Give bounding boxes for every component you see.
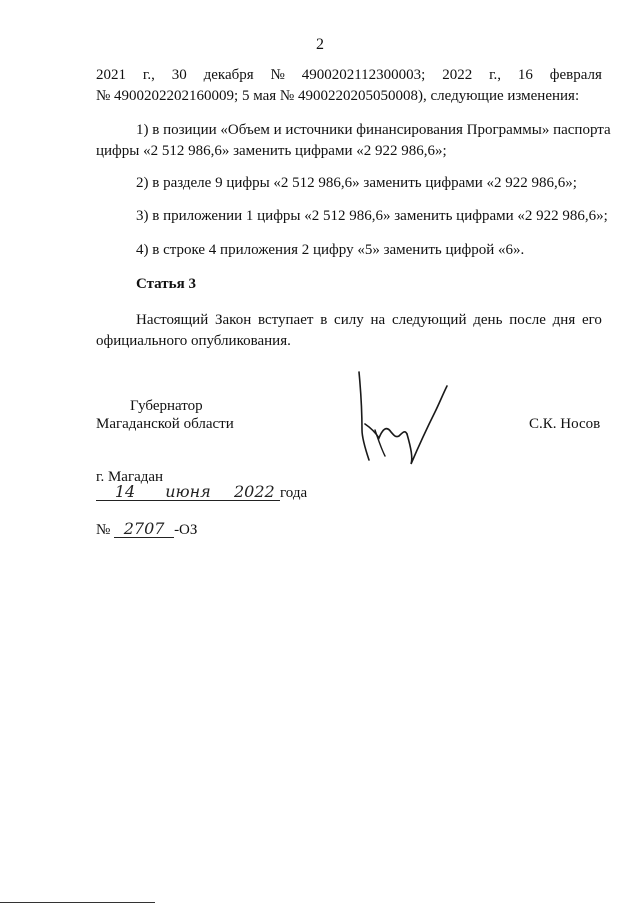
word: 2021 [96, 67, 126, 83]
law-number-line [96, 521, 197, 539]
intro-line-2: № 4900202202160009; 5 мая № 4900220205050008), следующие изменения: [96, 88, 580, 104]
article-text-line-2: официального опубликования. [96, 333, 291, 349]
word: его [581, 312, 602, 328]
word: день [473, 312, 503, 328]
word: дня [552, 312, 576, 328]
word: Закон [215, 312, 252, 328]
word: 30 [171, 67, 187, 83]
word: № [270, 67, 285, 83]
item-2: 2) в разделе 9 цифры «2 512 986,6» заменить цифрами «2 922 986,6»; [136, 175, 577, 191]
word: г., [489, 67, 502, 83]
word: вступает [258, 312, 314, 328]
date-day: 14 [96, 484, 154, 501]
item-1-line-1: 1) в позиции «Объем и источники финансирования Программы» паспорта [136, 122, 611, 138]
page-number: 2 [316, 36, 324, 53]
item-1-line-2: цифры «2 512 986,6» заменить цифрами «2 922 986,6»; [96, 143, 447, 159]
word: после [509, 312, 546, 328]
footer-rule [0, 902, 155, 903]
word: февраля [549, 67, 602, 83]
word: Настоящий [136, 312, 209, 328]
intro-line-1 [96, 64, 602, 86]
item-4: 4) в строке 4 приложения 2 цифру «5» заменить цифрой «6». [136, 242, 525, 258]
item-3: 3) в приложении 1 цифры «2 512 986,6» заменить цифрами «2 922 986,6»; [136, 208, 608, 224]
law-number: 2707 [114, 521, 174, 538]
city: г. Магадан [96, 469, 164, 485]
signer-name: С.К. Носов [529, 416, 601, 432]
word: на [370, 312, 386, 328]
date-month: июня [154, 484, 222, 501]
year-suffix: года [280, 485, 308, 501]
word: силу [334, 312, 364, 328]
date-line [96, 484, 307, 502]
article-text-line-1 [136, 309, 602, 331]
article-title: Статья 3 [136, 276, 196, 292]
word: 4900202112300003; [301, 67, 426, 83]
word: в [320, 312, 328, 328]
number-suffix: -ОЗ [174, 522, 198, 538]
number-sign: № [96, 522, 111, 538]
handwritten-signature [345, 368, 455, 468]
word: 16 [517, 67, 533, 83]
date-year: 2022 [222, 484, 280, 501]
signer-position-line-2: Магаданской области [96, 416, 234, 432]
word: г., [142, 67, 155, 83]
signer-position-line-1: Губернатор [130, 398, 203, 414]
word: декабря [203, 67, 254, 83]
word: 2022 [442, 67, 473, 83]
word: следующий [391, 312, 467, 328]
